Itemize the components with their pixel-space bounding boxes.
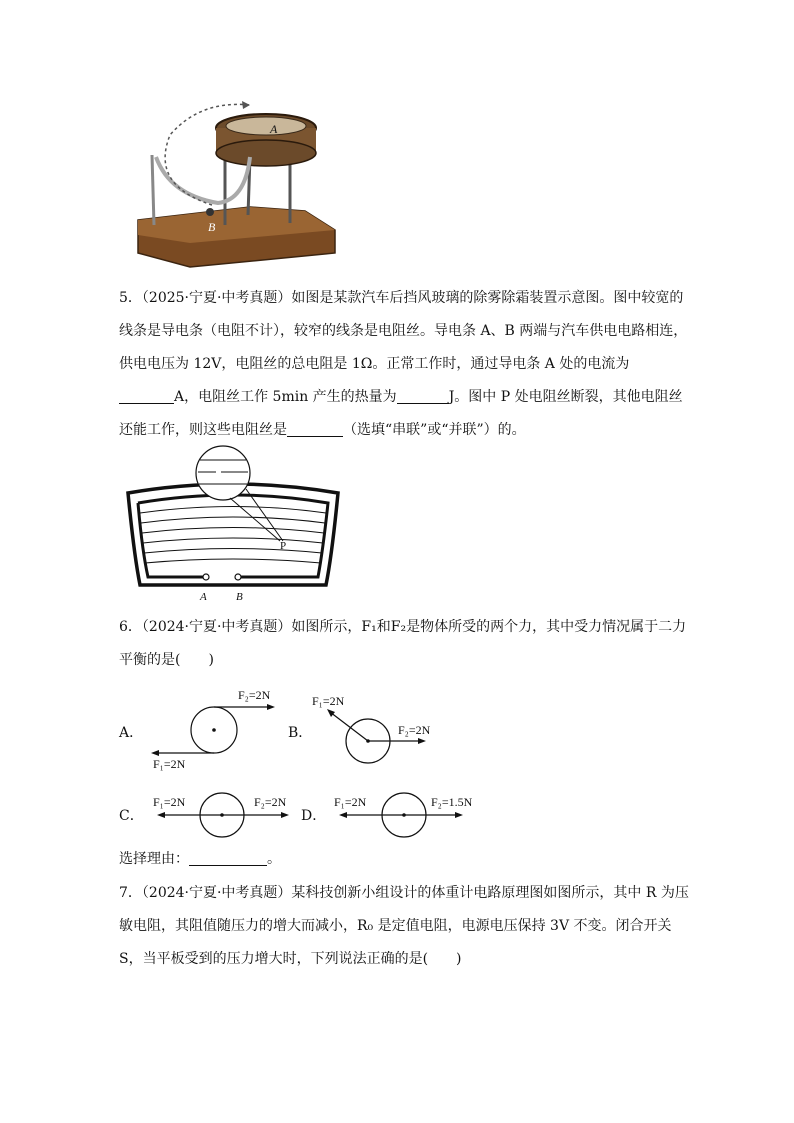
option-b-f1: F₁=2N — [312, 694, 345, 708]
option-d[interactable] — [301, 790, 491, 840]
option-d-letter: D． — [301, 808, 327, 824]
option-c[interactable] — [119, 790, 299, 840]
option-b-letter: B． — [288, 725, 313, 741]
reason-label: 选择理由： — [119, 851, 189, 867]
q5-line-2: 线条是导电条（电阻不计），较窄的线条是电阻丝。导电条 A、B 两端与汽车供电电路相连， — [119, 323, 688, 339]
q5-line-4: A，电阻丝工作 5min 产生的热量为 J。图中 P 处电阻丝断裂，其他电阻丝 — [119, 381, 689, 414]
option-d-f1: F₁=2N — [334, 795, 367, 809]
answer-blank-connection[interactable] — [287, 419, 343, 437]
option-b-f2: F₂=2N — [398, 723, 431, 737]
q6-line-1: 6．（2024·宁夏·中考真题）如图所示，F₁和F₂是物体所受的两个力，其中受力情况属于二力 — [119, 619, 687, 635]
question-5 — [119, 282, 689, 447]
answer-blank-reason[interactable] — [189, 848, 267, 866]
label-a-top: A — [270, 122, 278, 136]
q5-line-1: 5．（2025·宁夏·中考真题）如图是某款汽车后挡风玻璃的除雾除霜装置示意图。图中较宽的 — [119, 290, 684, 306]
option-c-f1: F₁=2N — [153, 795, 186, 809]
q6-line-2: 平衡的是( ) — [119, 652, 214, 668]
question-7 — [119, 877, 689, 976]
q5-line-5: 还能工作，则这些电阻丝是 （选填“串联”或“并联”）的。 — [119, 414, 689, 447]
option-a-letter: A． — [119, 725, 144, 741]
label-p: P — [280, 540, 287, 552]
q7-line-3: S，当平板受到的压力增大时，下列说法正确的是( ) — [119, 951, 462, 967]
label-b-top: B — [208, 220, 216, 234]
label-b: B — [236, 591, 243, 603]
question-6 — [119, 611, 689, 677]
label-a: A — [200, 591, 207, 603]
q5-line-3: 供电电压为 12V，电阻丝的总电阻是 1Ω。正常工作时，通过导电条 A 处的电流为 — [119, 356, 630, 372]
option-c-f2: F₂=2N — [254, 795, 287, 809]
option-a-f1: F₁=2N — [153, 757, 186, 771]
option-b[interactable] — [288, 690, 458, 780]
defogger-figure — [118, 445, 348, 605]
option-c-letter: C． — [119, 808, 144, 824]
answer-blank-heat[interactable] — [397, 386, 449, 404]
apparatus-figure — [130, 95, 340, 275]
option-a-f2: F₂=2N — [238, 688, 271, 702]
q7-line-1: 7．（2024·宁夏·中考真题）某科技创新小组设计的体重计电路原理图如图所示，其中 R 为压 — [119, 885, 689, 901]
q6-reason: 选择理由： 。 — [119, 843, 689, 876]
option-d-f2: F₂=1.5N — [431, 795, 473, 809]
answer-blank-current[interactable] — [119, 386, 174, 404]
q7-line-2: 敏电阻，其阻值随压力的增大而减小，R₀ 是定值电阻，电源电压保持 3V 不变。闭合开关 — [119, 918, 672, 934]
option-a[interactable] — [119, 680, 289, 780]
